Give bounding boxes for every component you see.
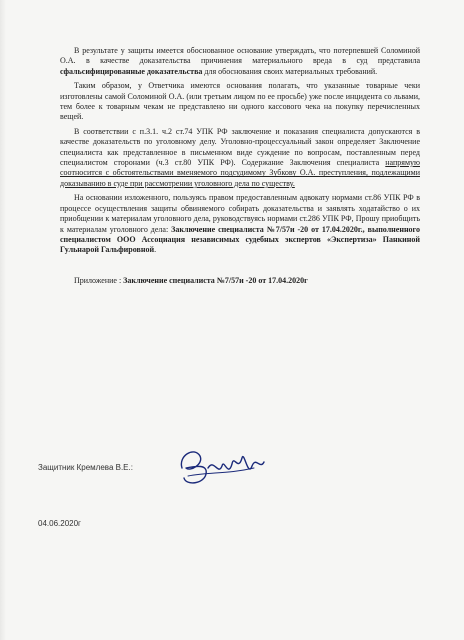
- text-run: В соответствии с п.3.1. ч.2 ст.74 УПК РФ заключение и показания специалиста допускаются в качестве доказательств по уголовному делу. Уголовно-процессуальный закон определяет Заключение специалиста как представленное в письменном виде суждение по вопросам, поставленным перед специалистом сторонами (ч.3 ст.80 УПК РФ). Содержание Заключения специалиста: [60, 126, 420, 168]
- attachment-label: Приложение :: [74, 275, 124, 285]
- text-run-bold: Заключение специалиста №7/57и -20 от 17.04.2020г., выполненного специалистом ООО Ассоциация независимых судебных экспертов «Экспертиза» Панкиной Гульнарой Гальфировной: [60, 224, 420, 255]
- text-run: На основании изложенного, пользуясь правом предоставленным адвокату нормами ст.86 УПК РФ в процессе осуществления защиты обвиняемого собирать доказательства и заявлять ходатайство о их приобщении к материалам уголовного дела, руководствуясь нормами ст.286 УПК РФ, Прошу приобщить к материалам уголовного дела:: [60, 193, 420, 234]
- paragraph-4: [60, 193, 420, 255]
- signer-line: Защитник Кремлева В.Е.:: [38, 463, 133, 472]
- handwritten-signature: [168, 438, 268, 496]
- text-run: для обоснования своих материальных требований.: [202, 66, 378, 76]
- text-run-bold: сфальсифицированные доказательства: [60, 66, 203, 76]
- attachment-line: [74, 276, 420, 286]
- paragraph-3: [60, 127, 420, 189]
- attachment-value: Заключение специалиста №7/57и -20 от 17.04.2020г: [123, 275, 308, 285]
- text-run: .: [154, 245, 157, 255]
- document-date: 04.06.2020г: [38, 519, 81, 528]
- paragraph-1: [60, 46, 420, 77]
- scan-edge: [0, 0, 6, 640]
- text-run: Таким образом, у Ответчика имеются основания полагать, что указанные товарные чеки изготовлены самой Соломиной О.А. (или третьим лицом по ее просьбе) уже после инцидента со львами, тем более к товарным чекам не представлено ни одного кассового чека на покупку перечисленных вещей.: [60, 81, 420, 122]
- text-run: В результате у защиты имеется обоснованное основание утверждать, что потерпевшей Соломиной О.А. в качестве доказательства причинения материального вреда в суд представила: [60, 46, 420, 66]
- text-run-underlined: напрямую соотносится с обстоятельствами вменяемого подсудимому Зубкову О.А. преступления, подлежащими доказыванию в суде при рассмотрении уголовного дела по существу.: [60, 158, 420, 188]
- paragraph-2: [60, 81, 420, 123]
